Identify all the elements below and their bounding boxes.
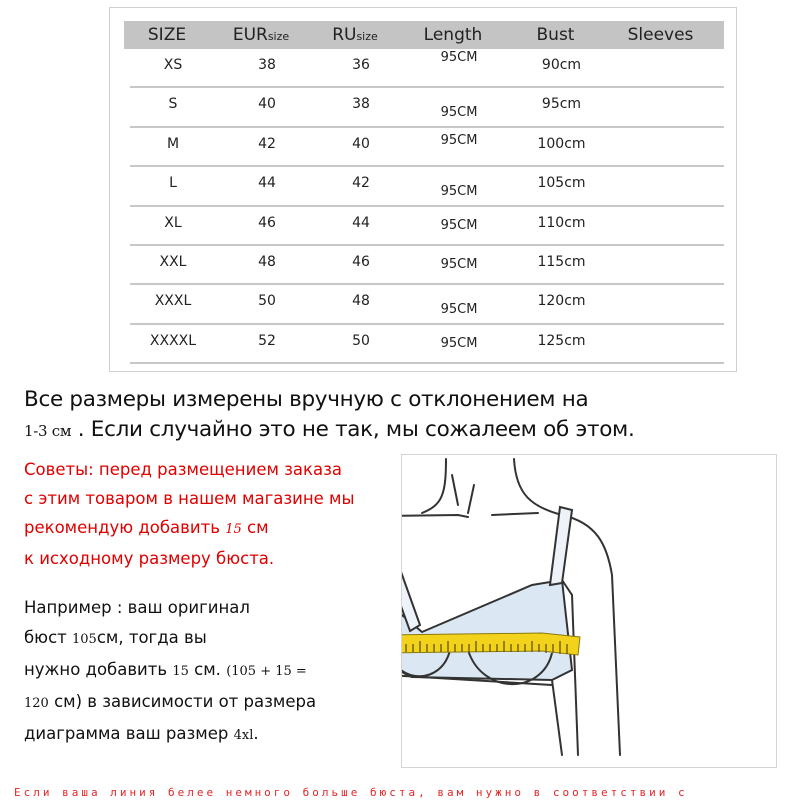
cell-length: 95CM <box>440 302 478 318</box>
header-ru-size: RUsize <box>332 25 378 45</box>
example-line5: диаграмма ваш размер 4xl. <box>24 724 259 743</box>
torso-illustration <box>402 455 777 768</box>
cell-eur: 44 <box>258 175 276 192</box>
cell-length: 95CM <box>440 256 478 272</box>
cell-sleeves <box>609 246 724 283</box>
cell-ru: 40 <box>352 135 370 152</box>
cell-ru: 50 <box>352 332 370 349</box>
cell-size: XS <box>163 57 183 73</box>
footer-note: Если ваша линия белее немного больше бюста, вам нужно в соответствии с <box>14 786 688 799</box>
cell-length: 95CM <box>440 132 478 148</box>
tips-line1: Советы: перед размещением заказа <box>24 460 343 479</box>
table-row <box>130 285 724 324</box>
table-row <box>130 325 724 364</box>
table-row <box>130 207 724 246</box>
example-line1: Например : ваш оригинал <box>24 598 250 617</box>
cell-bust: 120cm <box>537 293 586 310</box>
tips-line3: рекомендую добавить 15 см <box>24 518 269 537</box>
cell-size: XL <box>164 214 182 231</box>
cell-eur: 38 <box>258 57 276 73</box>
cell-size: XXL <box>159 253 187 270</box>
measuring-tape <box>402 633 580 655</box>
cell-sleeves <box>609 167 724 204</box>
cell-eur: 52 <box>258 332 276 349</box>
table-header-row <box>124 21 724 49</box>
cell-eur: 42 <box>258 135 276 152</box>
cell-size: XXXXL <box>149 332 197 349</box>
tips-line4: к исходному размеру бюста. <box>24 549 275 568</box>
example-line3: нужно добавить 15 см. (105 + 15 = <box>24 660 307 679</box>
header-length: Length <box>423 25 483 45</box>
cell-bust: 125cm <box>537 332 586 349</box>
measurement-note-line2: 1-3 см . Если случайно это не так, мы сожалеем об этом. <box>24 417 635 442</box>
cell-length: 95CM <box>440 217 478 233</box>
cell-size: M <box>166 135 180 152</box>
cell-eur: 46 <box>258 214 276 231</box>
example-line2: бюст 105см, тогда вы <box>24 628 207 647</box>
cell-length: 95CM <box>440 335 478 351</box>
cell-ru: 42 <box>352 175 370 192</box>
cell-eur: 48 <box>258 253 276 270</box>
cell-ru: 36 <box>352 57 370 73</box>
bust-measurement-diagram <box>401 454 777 768</box>
size-chart-frame <box>109 7 737 372</box>
example-line4: 120 см) в зависимости от размера <box>24 692 317 711</box>
cell-length: 95CM <box>440 184 478 200</box>
cell-ru: 44 <box>352 214 370 231</box>
cell-sleeves <box>609 88 724 125</box>
cell-length: 95CM <box>440 50 478 65</box>
cell-bust: 100cm <box>537 135 586 152</box>
cell-sleeves <box>609 325 724 362</box>
cell-eur: 40 <box>258 96 276 113</box>
cell-eur: 50 <box>258 293 276 310</box>
measurement-note-line1: Все размеры измерены вручную с отклонением на <box>24 387 589 412</box>
header-size: SIZE <box>147 25 187 45</box>
cell-bust: 90cm <box>541 57 582 73</box>
table-row <box>130 88 724 127</box>
table-row <box>130 167 724 206</box>
table-row <box>130 128 724 167</box>
sizing-example <box>24 593 316 751</box>
table-row <box>130 246 724 285</box>
cell-bust: 105cm <box>537 175 586 192</box>
cell-size: XXXL <box>154 293 192 310</box>
cell-bust: 110cm <box>537 214 586 231</box>
table-row <box>130 49 724 88</box>
cell-sleeves <box>609 128 724 165</box>
cell-size: S <box>168 96 178 113</box>
header-eur-size: EURsize <box>232 25 290 45</box>
cell-ru: 48 <box>352 293 370 310</box>
header-sleeves: Sleeves <box>627 25 694 45</box>
cell-size: L <box>169 175 177 192</box>
cell-sleeves <box>609 285 724 322</box>
cell-sleeves <box>609 207 724 244</box>
cell-length: 95CM <box>440 105 478 121</box>
header-bust: Bust <box>536 25 575 45</box>
size-chart-table <box>124 21 724 364</box>
cell-ru: 38 <box>352 96 370 113</box>
cell-bust: 95cm <box>541 96 582 113</box>
cell-sleeves <box>609 49 724 86</box>
measurement-note <box>24 385 635 446</box>
cell-bust: 115cm <box>537 253 586 270</box>
cell-ru: 46 <box>352 253 370 270</box>
tips-line2: с этим товаром в нашем магазине мы <box>24 489 355 508</box>
sizing-tips <box>24 455 355 573</box>
